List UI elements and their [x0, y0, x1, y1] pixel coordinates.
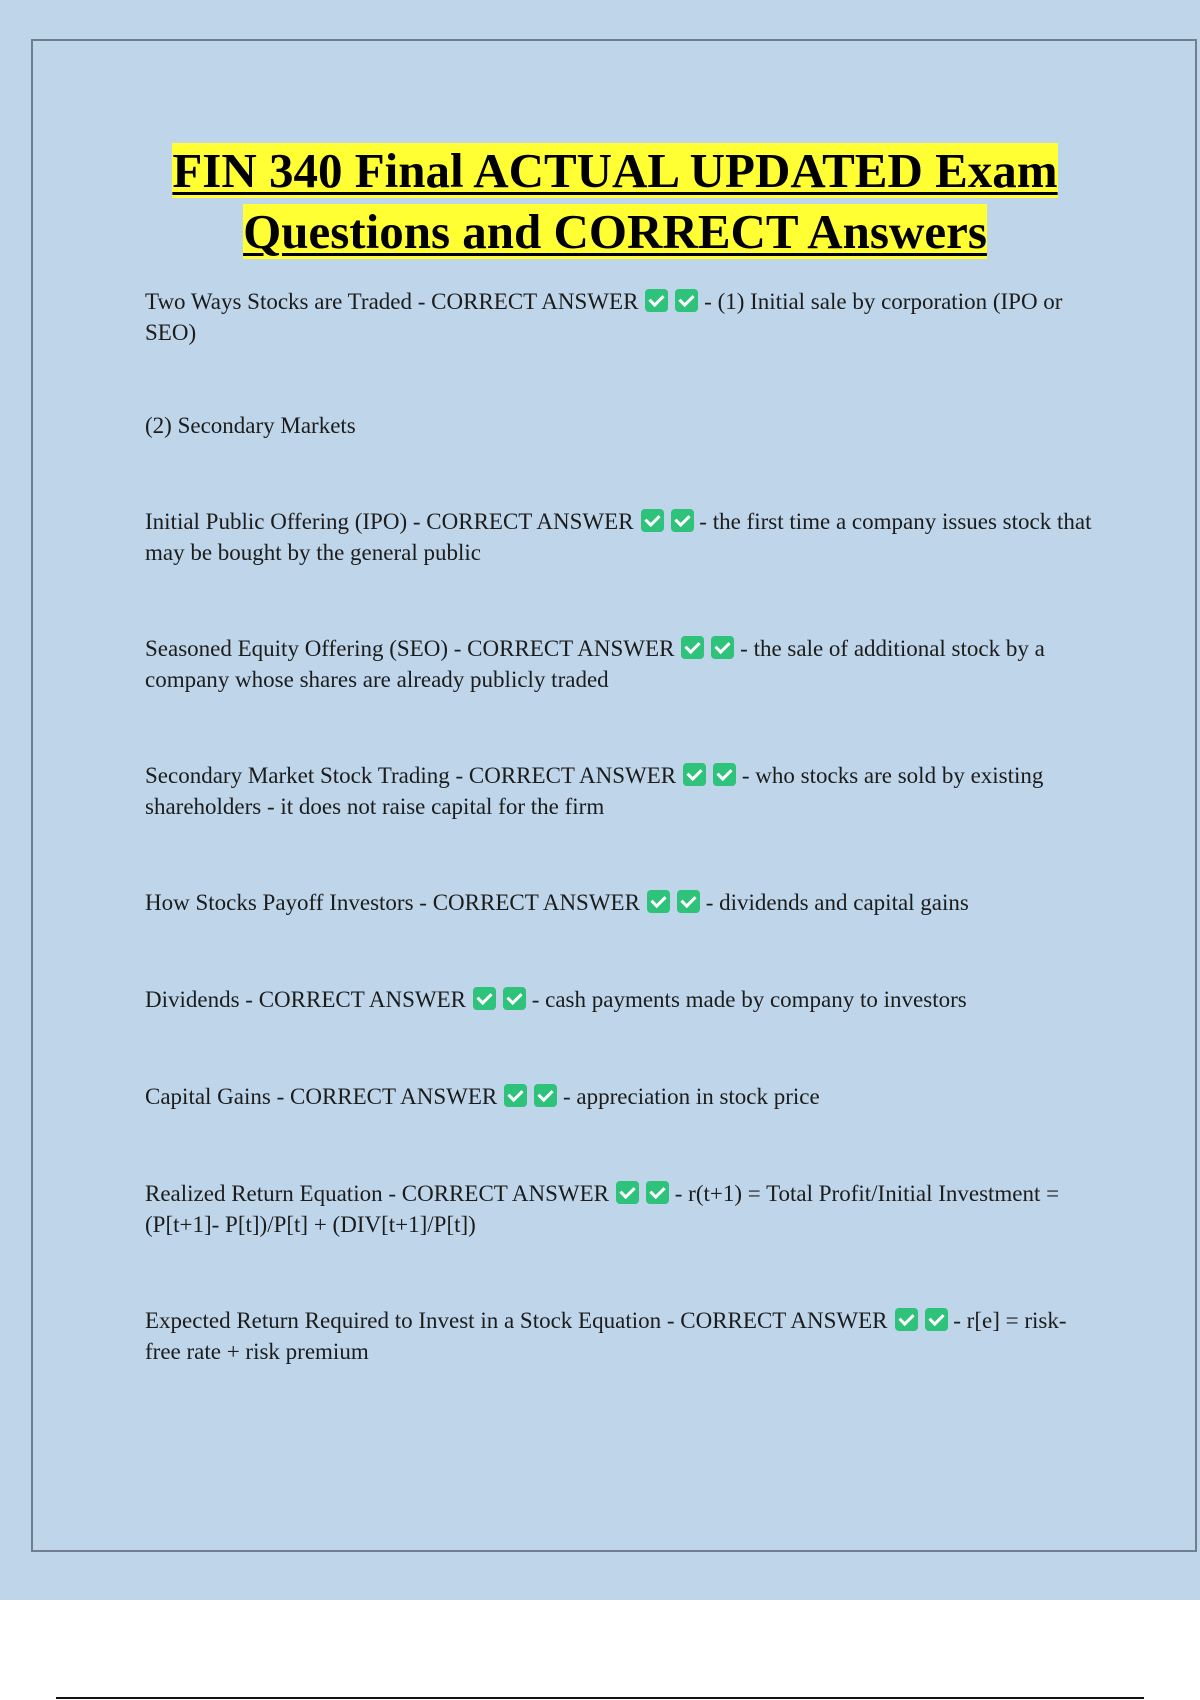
title-line-2: Questions and CORRECT Answers [243, 204, 987, 259]
answer-marker: CORRECT ANSWER [290, 1084, 498, 1109]
title-line-1: FIN 340 Final ACTUAL UPDATED Exam [172, 143, 1058, 198]
check-box-icon [713, 763, 736, 786]
answer-marker: CORRECT ANSWER [680, 1308, 888, 1333]
answer-marker: CORRECT ANSWER [431, 289, 639, 314]
check-box-icon [473, 987, 496, 1010]
qa-entry [145, 506, 1095, 568]
qa-entry [145, 984, 1095, 1015]
entry-answer: - the sale of additional stock by a company whose shares are already publicly traded [145, 636, 1045, 692]
qa-continuation [145, 410, 1095, 441]
entry-term: Two Ways Stocks are Traded - [145, 289, 432, 314]
entry-answer: - cash payments made by company to investors [525, 987, 967, 1012]
answer-marker: CORRECT ANSWER [401, 1181, 610, 1206]
entry-answer: - appreciation in stock price [557, 1084, 820, 1109]
check-box-icon [681, 636, 704, 659]
answer-marker: CORRECT ANSWER [467, 636, 675, 661]
entry-answer: - r(t+1) = Total Profit/Initial Investment = (P[t+1]- P[t])/P[t] + (DIV[t+1]/P[t]) [145, 1181, 1060, 1237]
check-box-icon [677, 890, 700, 913]
answer-marker: CORRECT ANSWER [258, 987, 466, 1012]
check-box-icon [645, 289, 668, 312]
entry-term: Expected Return Required to Invest in a Stock Equation - [145, 1308, 681, 1333]
check-box-icon [683, 763, 706, 786]
entry-term: Dividends - [145, 987, 259, 1012]
check-box-icon [711, 636, 734, 659]
entry-answer: - (1) Initial sale by corporation (IPO or SEO) [145, 289, 1063, 345]
check-box-icon [616, 1181, 639, 1204]
check-box-icon [671, 509, 694, 532]
qa-entry [145, 760, 1095, 822]
entry-answer: - dividends and capital gains [699, 890, 969, 915]
answer-marker: CORRECT ANSWER [468, 763, 677, 788]
entry-term: Secondary Market Stock Trading - [145, 763, 469, 788]
qa-entry [145, 286, 1095, 348]
check-box-icon [647, 890, 670, 913]
entry-answer: - who stocks are sold by existing shareholders - it does not raise capital for the firm [145, 763, 1044, 819]
answer-marker: CORRECT ANSWER [426, 509, 634, 534]
entry-answer: - r[e] = risk-free rate + risk premium [145, 1308, 1067, 1364]
footer-divider [56, 1697, 1144, 1699]
check-box-icon [504, 1084, 527, 1107]
check-box-icon [895, 1308, 918, 1331]
check-box-icon [503, 987, 526, 1010]
answer-marker: CORRECT ANSWER [432, 890, 640, 915]
entry-term: Realized Return Equation - [145, 1181, 402, 1206]
entry-answer: - the first time a company issues stock that may be bought by the general public [145, 509, 1092, 565]
check-box-icon [646, 1181, 669, 1204]
entry-term: Initial Public Offering (IPO) - [145, 509, 427, 534]
qa-entry [145, 887, 1095, 918]
qa-entry [145, 1081, 1095, 1112]
check-box-icon [534, 1084, 557, 1107]
check-box-icon [925, 1308, 948, 1331]
check-box-icon [675, 289, 698, 312]
entry-term: How Stocks Payoff Investors - [145, 890, 433, 915]
document-title [60, 140, 1170, 262]
check-box-icon [641, 509, 664, 532]
qa-entry [145, 633, 1095, 695]
continuation-text: (2) Secondary Markets [145, 413, 356, 438]
entry-term: Capital Gains - [145, 1084, 290, 1109]
entry-term: Seasoned Equity Offering (SEO) - [145, 636, 468, 661]
qa-entry [145, 1178, 1095, 1240]
qa-entry [145, 1305, 1095, 1367]
